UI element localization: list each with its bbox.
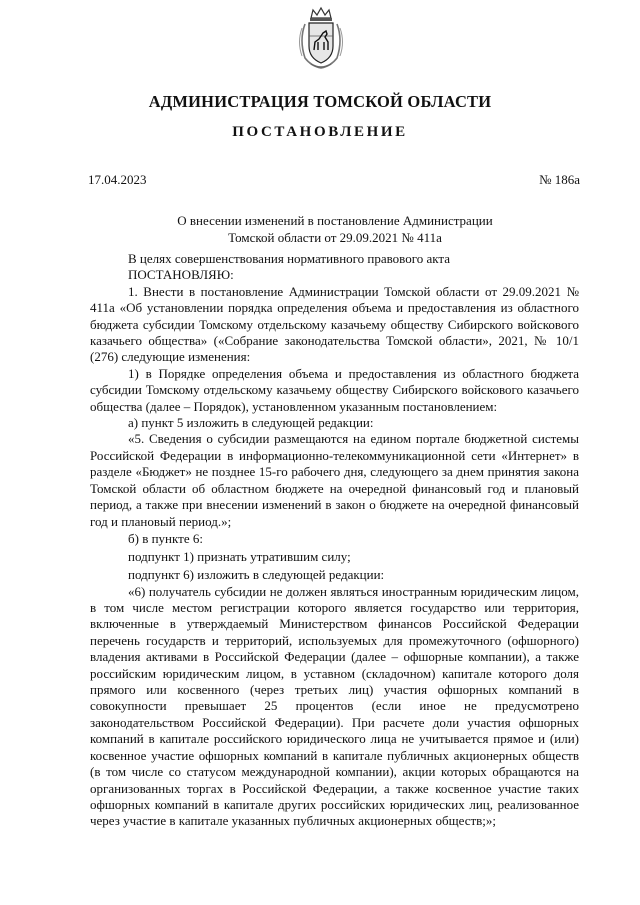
paragraph: «5. Сведения о субсидии размещаются на едином портале бюджетной системы Российской Федерации в информационно-телекоммуникационной сети «Интернет» в разделе «Бюджет» не позднее 15-го рабочего дня, следующего за днем принятия закона Томской области об областном бюджете на очередной финансовый год и плановый период, а также при внесении изменений в закон о бюджете на очередной финансовый год и плановый период.»; [90,431,579,529]
document-subject [90,212,580,246]
paragraph: подпункт 1) признать утратившим силу; [128,549,351,565]
paragraph: 1. Внести в постановление Администрации Томской области от 29.09.2021 № 411а «Об установлении порядка определения объема и предоставления из областного бюджета субсидии Томскому отдельскому казачьему обществу Сибирского войскового казачьего общества» («Собрание законодательства Томской области», 2021, № 10/1 (276) следующие изменения: [90,283,579,365]
paragraph: б) в пункте 6: [128,531,203,547]
document-type: ПОСТАНОВЛЕНИЕ [232,124,408,140]
document-number: № 186а [539,172,580,187]
organization-name: АДМИНИСТРАЦИЯ ТОМСКОЙ ОБЛАСТИ [148,92,492,111]
paragraph: подпункт 6) изложить в следующей редакции: [128,567,385,583]
document-body [90,251,579,830]
paragraph: В целях совершенствования нормативного правового акта [128,251,451,266]
paragraph: ПОСТАНОВЛЯЮ: [128,267,234,283]
subject-line: О внесении изменений в постановление Администрации [177,213,493,228]
paragraph: 1) в Порядке определения объема и предоставления из областного бюджета субсидии Томскому отдельскому казачьему обществу Сибирского войскового казачьего общества (далее – Порядок), установленном указанным постановлением: [90,365,579,414]
tomsk-coat-of-arms-icon [297,6,345,72]
paragraph: «6) получатель субсидии не должен являться иностранным юридическим лицом, в том числе местом регистрации которого является государство или территория, включенные в утверждаемый Министерством финансов Российской Федерации перечень государств и территорий, используемых для промежуточного (офшорного) владения активами в Российской Федерации (далее – офшорные компании), а также российским юридическим лицом, в уставном (складочном) капитале которого доля прямого или косвенного (через третьих лиц) участия офшорных компаний в совокупности превышает 25 процентов (если иное не предусмотрено законодательством Российской Федерации). При расчете доли участия офшорных компаний в капитале российского юридического лица не учитывается прямое и (или) косвенное участие офшорных компаний в капитале публичных акционерных обществ (в том числе со статусом международной компании), акции которых обращаются на организованных торгах в Российской Федерации, а также косвенное участие таких офшорных компаний в капитале других российских юридических лиц, реализованное через участие в капитале указанных публичных акционерных обществ;»; [90,583,579,829]
document-date: 17.04.2023 [88,172,147,187]
paragraph: а) пункт 5 изложить в следующей редакции: [128,415,374,431]
subject-line: Томской области от 29.09.2021 № 411а [228,230,442,245]
